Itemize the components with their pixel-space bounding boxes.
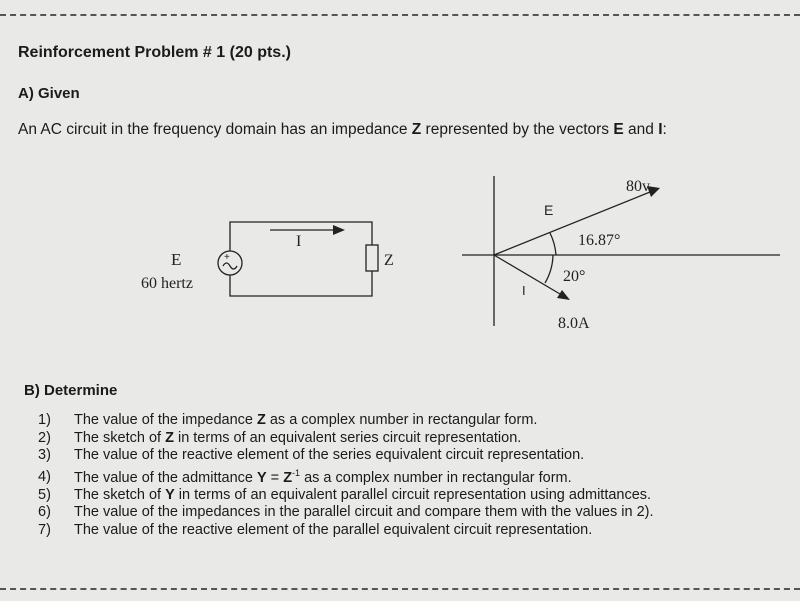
task-text: Y: [256, 469, 267, 486]
task-item: [38, 412, 654, 430]
current-label: I: [296, 233, 302, 250]
task-text: The value of the impedances in the parallel circuit and compare them with the values in 2).: [74, 504, 654, 521]
given-heading: A) Given: [18, 85, 80, 102]
source-label: E: [171, 250, 182, 269]
task-text: The value of the reactive element of the parallel equivalent circuit representation.: [74, 521, 593, 538]
task-item: [38, 487, 654, 505]
task-list: [38, 412, 654, 539]
task-text: in terms of an equivalent series circuit representation.: [173, 429, 522, 446]
task-text: as a complex number in rectangular form.: [300, 469, 572, 486]
task-text: Z: [256, 412, 266, 428]
task-text: Y: [165, 486, 175, 503]
current-magnitude: 8.0A: [558, 315, 590, 332]
voltage-angle-arc: [550, 233, 556, 255]
current-arrow-head: [557, 290, 570, 300]
current-phasor: [494, 255, 560, 294]
task-text: as a complex number in rectangular form.: [265, 412, 538, 428]
task-text: The value of the reactive element of the series equivalent circuit representation.: [74, 447, 585, 463]
task-text: The value of the impedance: [74, 412, 257, 428]
current-angle-arc: [545, 255, 553, 283]
voltage-angle-label: 16.87°: [578, 232, 621, 249]
task-text: Z: [283, 469, 293, 486]
task-number: 5): [38, 486, 51, 503]
frequency-label: 60 hertz: [141, 275, 193, 292]
task-number: 1): [38, 412, 51, 428]
voltage-phasor: [494, 192, 650, 255]
task-text: =: [266, 469, 284, 486]
current-vector-label: I: [522, 283, 526, 298]
task-text: The value of the admittance: [74, 469, 257, 486]
task-item: [38, 522, 654, 540]
task-text: The sketch of: [74, 429, 166, 446]
task-item: [38, 447, 654, 465]
voltage-magnitude: 80v: [626, 178, 650, 195]
task-item: [38, 465, 654, 487]
task-number: 6): [38, 504, 51, 521]
task-text: The sketch of: [74, 486, 166, 503]
task-number: 7): [38, 521, 51, 538]
task-number: 3): [38, 447, 51, 463]
task-number: 2): [38, 429, 51, 446]
task-text: in terms of an equivalent parallel circuit representation using admittances.: [174, 486, 652, 503]
task-number: 4): [38, 469, 51, 486]
current-angle-label: 20°: [563, 268, 586, 285]
task-item: [38, 504, 654, 522]
task-text: Z: [165, 429, 174, 446]
impedance-label: Z: [384, 252, 394, 269]
task-text: -1: [292, 467, 301, 478]
page-title: Reinforcement Problem # 1 (20 pts.): [18, 44, 291, 61]
task-item: [38, 430, 654, 448]
bottom-divider: [0, 588, 800, 590]
voltage-vector-label: E: [544, 202, 554, 218]
determine-heading: B) Determine: [24, 382, 118, 399]
intro-text: An AC circuit in the frequency domain has an impedance Z represented by the vectors E and I:: [18, 121, 667, 138]
svg-text:+: +: [224, 252, 230, 263]
